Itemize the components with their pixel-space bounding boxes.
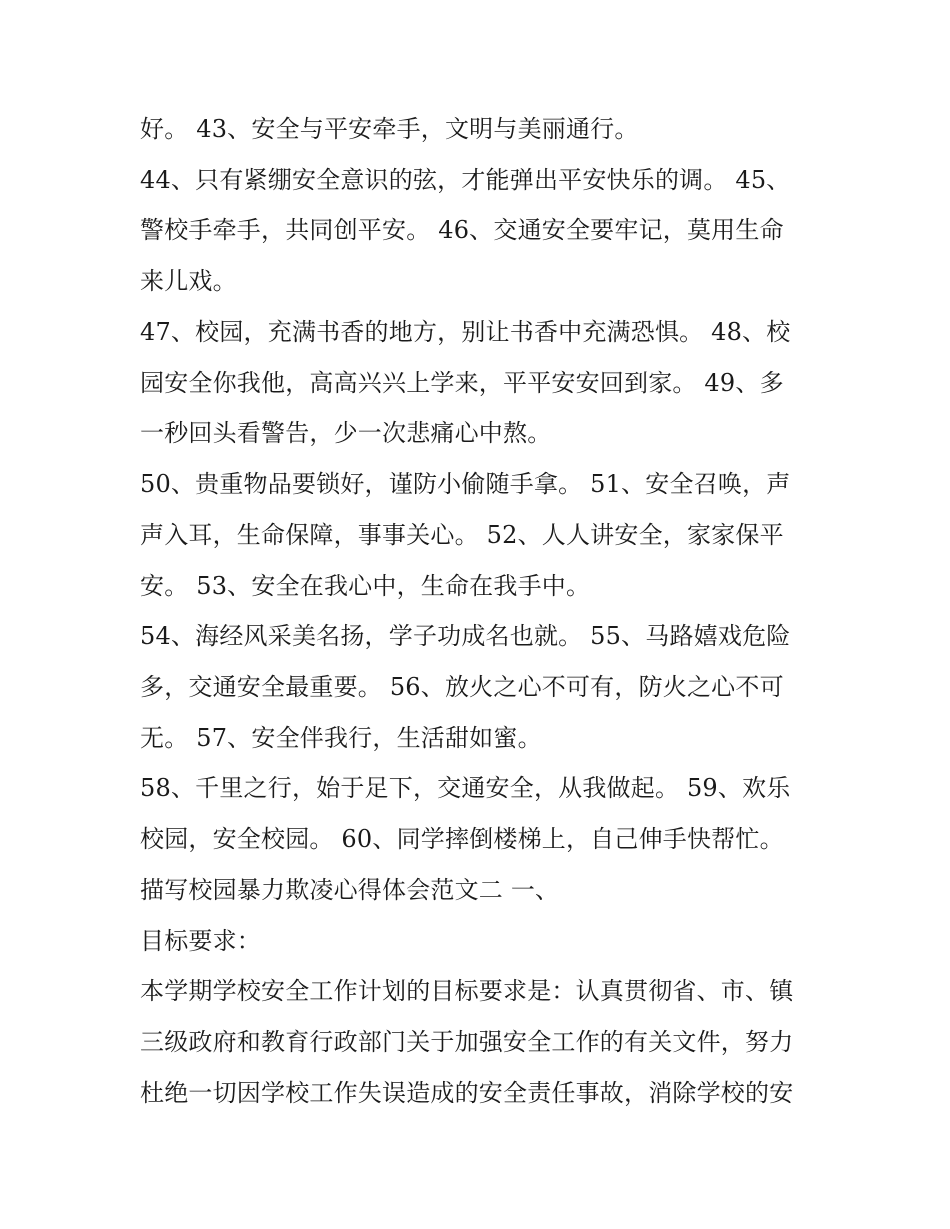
- text-line: 杜绝一切因学校工作失误造成的安全责任事故，消除学校的安: [140, 1079, 794, 1107]
- text-line: 一秒回头看警告，少一次悲痛心中熬。: [140, 419, 552, 447]
- text-line: 警校手牵手，共同创平安。 46、交通安全要牢记，莫用生命: [140, 216, 784, 244]
- text-line: 无。 57、安全伴我行，生活甜如蜜。: [140, 724, 542, 752]
- text-line: 声入耳，生命保障，事事关心。 52、人人讲安全，家家保平: [140, 521, 784, 549]
- text-line: 安。 53、安全在我心中，生命在我手中。: [140, 572, 591, 600]
- text-line: 47、校园，充满书香的地方，别让书香中充满恐惧。 48、校: [140, 318, 791, 346]
- text-line: 来儿戏。: [140, 267, 237, 295]
- text-line: 描写校园暴力欺凌心得体会范文二 一、: [140, 876, 560, 904]
- text-line: 好。 43、安全与平安牵手，文明与美丽通行。: [140, 115, 639, 143]
- text-line: 三级政府和教育行政部门关于加强安全工作的有关文件，努力: [140, 1028, 794, 1056]
- text-line: 校园，安全校园。 60、同学摔倒楼梯上，自己伸手快帮忙。: [140, 825, 784, 853]
- text-line: 本学期学校安全工作计划的目标要求是：认真贯彻省、市、镇: [140, 977, 794, 1005]
- text-line: 园安全你我他，高高兴兴上学来，平平安安回到家。 49、多: [140, 369, 784, 397]
- text-line: 44、只有紧绷安全意识的弦，才能弹出平安快乐的调。 45、: [140, 166, 791, 194]
- text-line: 54、海经风采美名扬，学子功成名也就。 55、马路嬉戏危险: [140, 622, 791, 650]
- text-line: 58、千里之行，始于足下，交通安全，从我做起。 59、欢乐: [140, 774, 791, 802]
- text-line: 多，交通安全最重要。 56、放火之心不可有，防火之心不可: [140, 673, 784, 701]
- text-line: 目标要求：: [140, 927, 261, 955]
- text-line: 50、贵重物品要锁好，谨防小偷随手拿。 51、安全召唤，声: [140, 470, 791, 498]
